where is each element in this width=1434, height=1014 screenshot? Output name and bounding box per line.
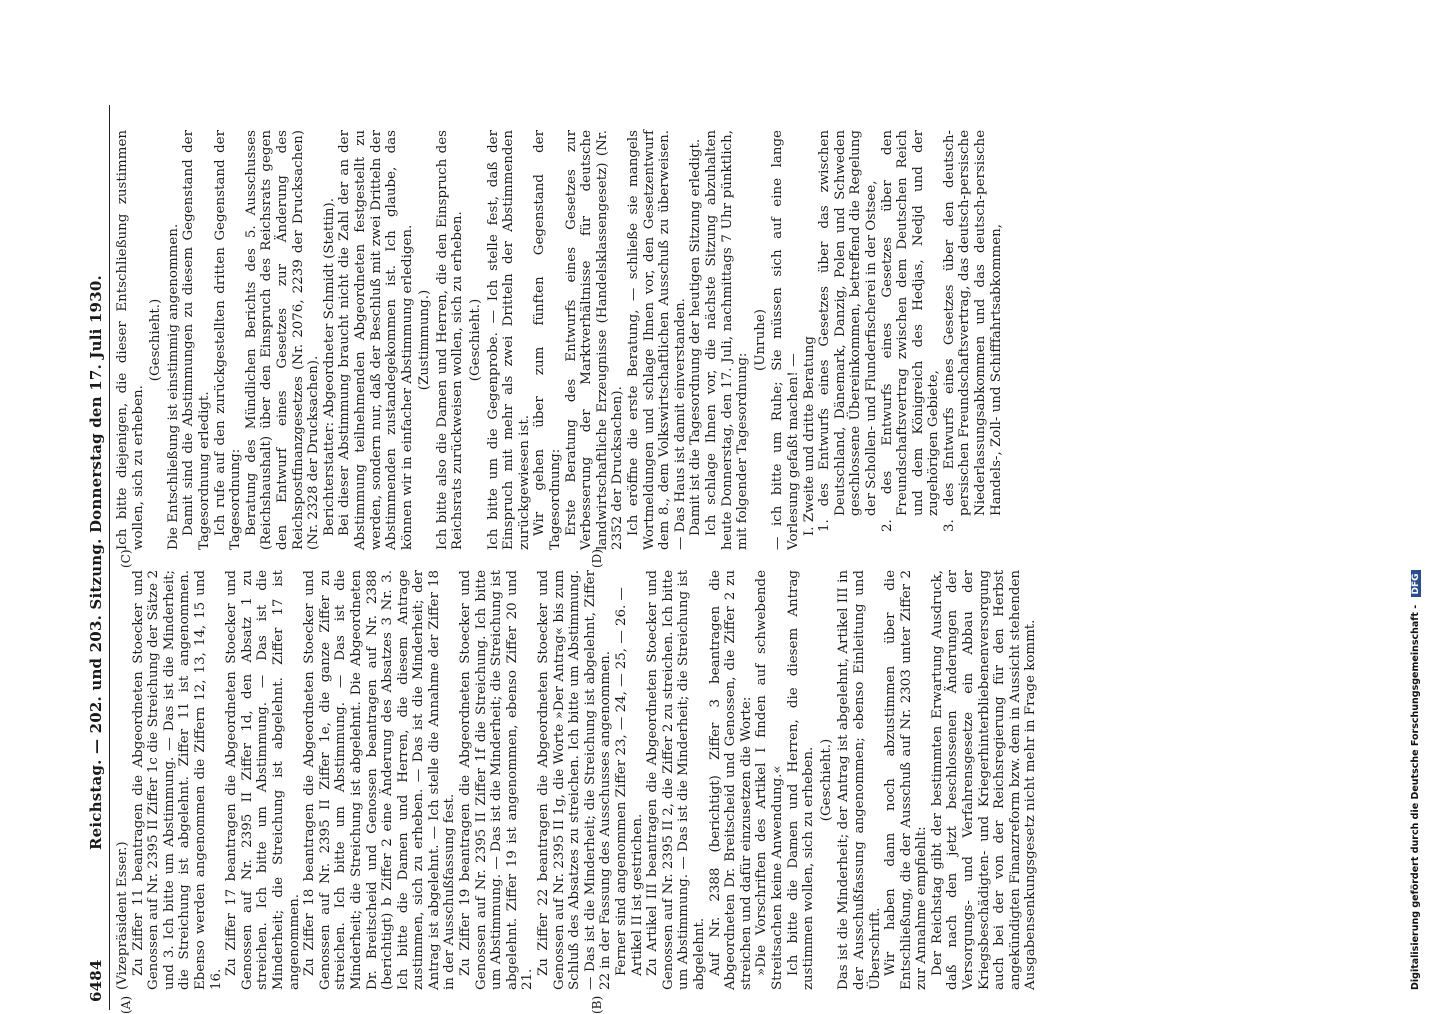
paragraph: Ich bitte diejenigen, die dieser Entschließung zustimmen wollen, sich zu erheben. [115,130,146,550]
paragraph: Ich bitte um die Gegenprobe. — Ich stelle fest, daß der Einspruch mit mehr als zwei Dritteln der Abstimmenden zurückgewiesen ist. [485,130,532,550]
margin-mark-d: (D) [590,549,604,568]
paragraph: Damit ist die Tagesordnung der heutigen Sitzung erledigt. [688,138,704,536]
paragraph: Ich bitte die Damen und Herren, die diesem Antrag zustimmen wollen, sich zu erheben. [785,570,817,990]
margin-mark-a: (A) [119,995,133,1014]
paragraph: Wir gehen über zum fünften Gegenstand der Tagesordnung: [532,130,564,550]
paragraph: Zu Ziffer 11 beantragen die Abgeordneten Stoecker und Genossen auf Nr. 2395 II Ziffer 1c die Streichung der Sätze 2 und 3. Ich bitte um Abstimmung. — Das ist die Minderheit; die Streichung ist abgelehnt. Ziffer 11 ist angenommen. Ebenso werden angenommen die Ziffern 12, 13, 14, 15 und 16. [130,570,224,990]
paragraph: Zu Artikel III beantragen die Abgeordneten Stoecker und Genossen auf Nr. 2395 II 2, die Ziffer 2 zu streichen. Ich bitte um Abstimmung. — Das ist die Minderheit; die Streichung ist abgelehnt. [645,570,707,990]
margin-mark-c: (C) [119,549,133,568]
paragraph: 3. des Entwurfs eines Gesetzes über den deutsch-persischen Freundschaftsvertrag, das deutsch-persische Niederlassungsabkommen und das deutsch-persische Handels-, Zoll- und Schifffahrtsabkommen, [941,130,1004,532]
paragraph: Bei dieser Abstimmung braucht nicht die Zahl der an der Abstimmung teilnehmenden Abgeordneten festgestellt zu werden, sondern nur, daß der Beschluß mit zwei Dritteln der Abstimmenden zustandegekommen ist. Ich glaube, das können wir in einfacher Abstimmung erledigen. [337,130,415,550]
paragraph: Zu Ziffer 22 beantragen die Abgeordneten Stoecker und Genossen auf Nr. 2395 II 1g, die Worte »Der Antrag« bis zum Schluß des Absatzes zu streichen. Ich bitte um Abstimmung. — Das ist die Minderheit; die Streichung ist abgelehnt, Ziffer 22 in der Fassung des Ausschusses angenommen. [536,570,614,990]
paragraph: I. Zweite und dritte Beratung [801,336,817,536]
digitization-note [1410,570,1421,990]
dfg-logo: DFG [1411,570,1421,597]
paragraph: 1. des Entwurfs eines Gesetzes über das zwischen Deutschland, Dänemark, Danzig, Polen und Schweden geschlossene Übereinkommen, betreffend die Regelung der Schollen- und Flunderfischerei in der Ostsee, [817,130,879,532]
paragraph: Zu Ziffer 19 beantragen die Abgeordneten Stoecker und Genossen auf Nr. 2395 II Ziffer 1f die Streichung. Ich bitte um Abstimmung. — Das ist die Minderheit; die Streichung ist abgelehnt. Ziffer 19 ist angenommen, ebenso Ziffer 20 und 21. [458,570,536,990]
paragraph: Auf Nr. 2388 (berichtigt) Ziffer 3 beantragen die Abgeordneten Dr. Breitscheid und Genossen, die Ziffer 2 zu streichen und dafür einzusetzen die Worte: [707,570,754,990]
paragraph: — ich bitte um Ruhe; Sie müssen sich auf eine lange Vorlesung gefaßt machen! — [770,130,801,550]
page-title: Reichstag. — 202. und 203. Sitzung. Donnerstag den 17. Juli 1930. [87,275,105,850]
header-rule [109,105,110,1010]
paragraph: Zu Ziffer 17 beantragen die Abgeordneten Stoecker und Genossen auf Nr. 2395 II Ziffer 1d, den Absatz 1 zu streichen. Ich bitte um Abstimmung. — Das ist die Minderheit; die Streichung ist abgelehnt. Ziffer 17 ist angenommen. [224,570,302,990]
paragraph: Artikel II ist gestrichen. [629,813,645,976]
paragraph: Ich eröffne die erste Beratung, — schließe sie mangels Wortmeldungen und schlage Ihnen vor, den Gesetzentwurf dem 8., dem Volkswirtschaftlichen Ausschuß zu überweisen. — Das Haus ist damit einverstanden. [626,130,688,550]
paragraph: Ich schlage Ihnen vor, die nächste Sitzung abzuhalten heute Donnerstag, den 17. Juli, nachmittags 7 Uhr pünktlich, mit folgender Tagesordnung: [703,130,751,550]
paragraph: Die Entschließung ist einstimmig angenommen. [165,223,181,550]
text-column-right [115,130,1004,550]
rotated-content [85,105,1335,1014]
paragraph: (Unruhe) [752,309,768,371]
paragraph: Erste Beratung des Entwurfs eines Gesetzes zur Verbesserung der Marktverhältnisse für deutsche landwirtschaftliche Erzeugnisse (Handelsklassengesetz) (Nr. 2352 der Drucksachen). [563,130,626,550]
paragraph: Der Reichstag gibt der bestimmten Erwartung Ausdruck, daß nach den jetzt beschlossenen Änderungen der Versorgungs- und Verfahrensgesetze ein Abbau der Kriegsbeschädigten- und Kriegerhinterbliebenenversorgung auch bei der von der Reichsregierung für den Herbst angekündigten Finanzreform bzw. dem in Aussicht stehenden Ausgabensenkungsgesetz nicht mehr in Frage kommt. [929,570,1039,990]
paragraph: (Zustimmung.) [417,289,433,391]
paragraph: Zu Ziffer 18 beantragen die Abgeordneten Stoecker und Genossen auf Nr. 2395 II Ziffer 1e, die ganze Ziffer zu streichen. Ich bitte um Abstimmung. — Das ist die Minderheit; die Streichung ist abgelehnt. Die Abgeordneten Dr. Breitscheid und Genossen beantragen auf Nr. 2388 (berichtigt) b Ziffer 2 eine Änderung des Absatzes 3 Nr. 3. Ich bitte die Damen und Herren, die diesem Antrage zustimmen, sich zu erheben. — Das ist die Minderheit; der Antrag ist abgelehnt. — Ich stelle die Annahme der Ziffer 18 in der Ausschußfassung fest. [302,570,458,990]
paragraph: Ich rufe auf den zurückgestellten dritten Gegenstand der Tagesordnung: [212,130,244,550]
margin-mark-b: (B) [590,995,604,1014]
paragraph: »Die Vorschriften des Artikel I finden auf schwebende Streitsachen keine Anwendung.« [754,570,785,990]
page-number: 6484 [87,959,105,1002]
paragraph: (Geschieht.) [818,738,834,822]
paragraph: Ferner sind angenommen Ziffer 23, — 24, — 25, — 26. — [614,587,629,976]
paragraph: Ich bitte also die Damen und Herren, die den Einspruch des Reichsrats zurückweisen wollen, sich zu erheben. [434,130,466,550]
paragraph: 2. des Entwurfs eines Gesetzes über den Freundschaftsvertrag zwischen dem Deutschen Reich und dem Königreich des Hedjas, Nedjd und der zugehörigen Gebiete, [879,130,942,532]
paragraph: Wir haben dann noch abzustimmen über die Entschließung, die der Ausschuß auf Nr. 2303 unter Ziffer 2 zur Annahme empfiehlt: [883,570,930,990]
paragraph: (Geschieht.) [148,298,164,382]
page-header [85,105,111,1010]
digitization-text: Digitalisierung gefördert durch die Deutsche Forschungsgemeinschaft - [1410,604,1421,990]
paragraph: (Geschieht.) [468,298,484,382]
paragraph: Damit sind die Abstimmungen zu diesem Gegenstand der Tagesordnung erledigt. [181,130,212,550]
text-column-left [115,570,1039,990]
paragraph: (Vizepräsident Esser.) [115,841,130,990]
paragraph: Das ist die Minderheit; der Antrag ist abgelehnt, Artikel III in der Ausschußfassung angenommen; ebenso Einleitung und Überschrift. [836,570,883,990]
paragraph: Berichterstatter: Abgeordneter Schmidt (Stettin). [321,198,337,536]
paragraph: Beratung des Mündlichen Berichts des 5. Ausschusses (Reichshaushalt) über den Einspruch des Reichsrats gegen den Entwurf eines Gesetzes zur Änderung des Reichspostfinanzgesetzes (Nr. 2076, 2239 der Drucksachen) (Nr. 2328 der Drucksachen). [243,130,322,550]
